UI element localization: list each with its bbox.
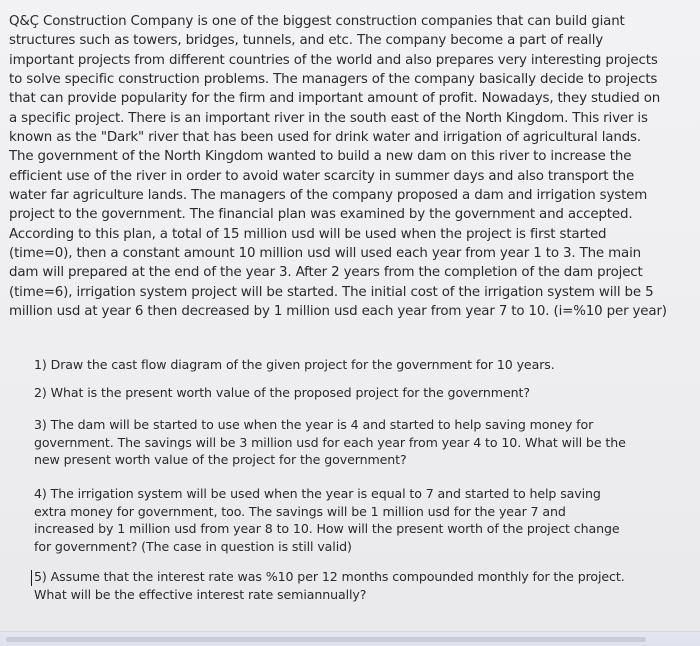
question-2: 2) What is the present worth value of the proposed project for the government? bbox=[34, 385, 530, 400]
text-cursor bbox=[31, 570, 32, 586]
question-3: 3) The dam will be started to use when the year is 4 and started to help saving money for government. The savings will be 3 million usd for each year from year 4 to 10. What will be the new present worth value of the project for the government? bbox=[34, 417, 626, 467]
question-4: 4) The irrigation system will be used when the year is equal to 7 and started to help saving extra money for government, too. The savings will be 1 million usd for the year 7 and increased by 1 million usd from year 8 to 10. How will the present worth of the project change for government? (The case in question is still valid) bbox=[34, 486, 620, 554]
question-5: 5) Assume that the interest rate was %10 per 12 months compounded monthly for the project. What will be the effective interest rate semiannually? bbox=[34, 569, 625, 602]
bottom-scroll-area[interactable] bbox=[0, 631, 700, 646]
question-1: 1) Draw the cast flow diagram of the given project for the government for 10 years. bbox=[34, 357, 555, 372]
problem-statement: Q&Ç Construction Company is one of the biggest construction companies that can build giant structures such as towers, bridges, tunnels, and etc. The company become a part of really important projects from different countries of the world and also prepares very interesting projects to solve specific construction problems. The managers of the company basically decide to projects that can provide popularity for the firm and important amount of profit. Nowadays, they studied on a specific project. There is an important river in the south east of the North Kingdom. This river is known as the "Dark" river that has been used for drink water and irrigation of agricultural lands. The government of the North Kingdom wanted to build a new dam on this river to increase the efficient use of the river in order to avoid water scarcity in summer days and also transport the water far agriculture lands. The managers of the company proposed a dam and irrigation system project to the government. The financial plan was examined by the government and accepted. According to this plan, a total of 15 million usd will be used when the project is first started (time=0), then a constant amount 10 million usd will used each year from year 1 to 3. The main dam will prepared at the end of the year 3. After 2 years from the completion of the dam project (time=6), irrigation system project will be started. The initial cost of the irrigation system will be 5 million usd at year 6 then decreased by 1 million usd each year from year 7 to 10. (i=%10 per year) bbox=[9, 14, 667, 320]
horizontal-scrollbar-thumb[interactable] bbox=[6, 637, 646, 642]
